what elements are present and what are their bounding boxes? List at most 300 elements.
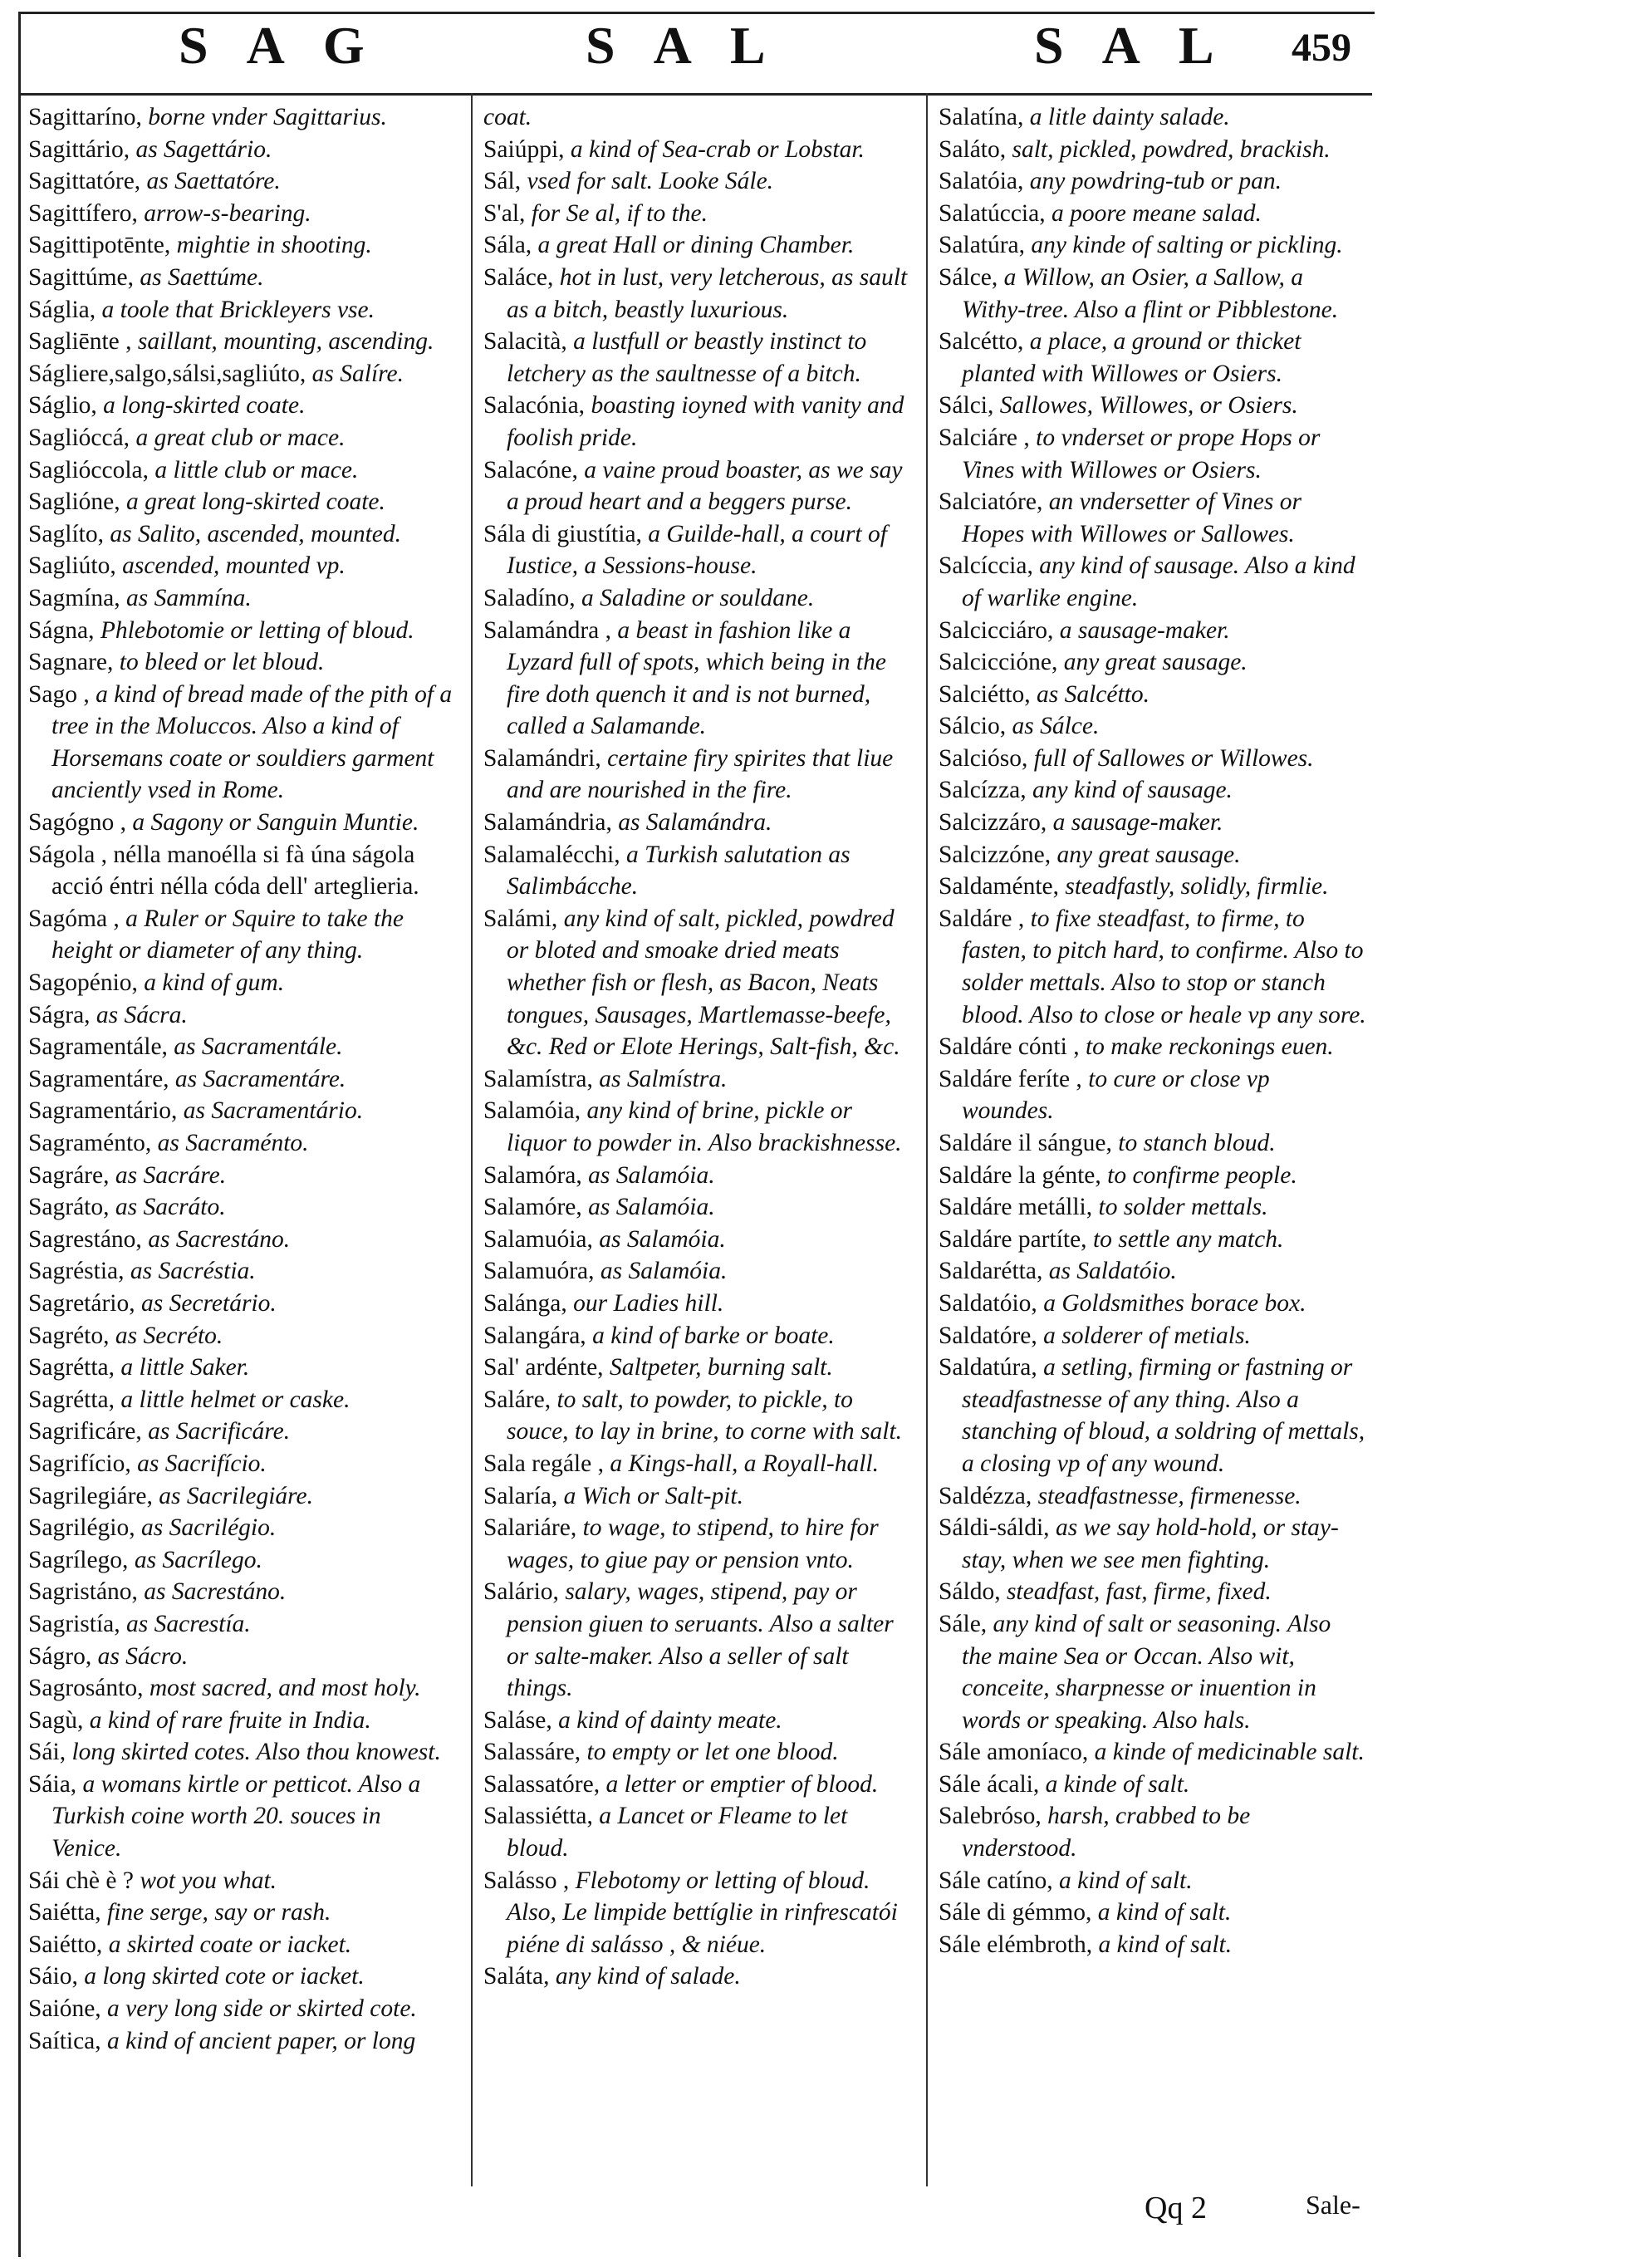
entry-headword: Saláse, [483, 1706, 552, 1734]
entry-headword: Ságliere,salgo,sálsi,sagliúto, [28, 360, 306, 387]
dictionary-entry [28, 615, 456, 647]
entry-definition: to fixe steadfast, to firme, to fasten, to pitch hard, to confirme. Also to solder mettals. Also to stop or stanch blood. Also to close or heale vp any sore. [962, 905, 1366, 1028]
entry-headword: Saldatúra, [939, 1354, 1037, 1381]
entry-definition: as we say hold-hold, or stay-stay, when we see men fighting. [962, 1514, 1339, 1573]
dictionary-entry [483, 839, 911, 903]
entry-headword: Saítica, [28, 2027, 101, 2054]
entry-definition: to salt, to powder, to pickle, to souce, to lay in brine, to corne with salt. [507, 1386, 903, 1445]
entry-headword: Sálci, [939, 392, 994, 420]
dictionary-entry [28, 1897, 456, 1929]
dictionary-entry [939, 101, 1366, 134]
entry-definition: to bleed or let bloud. [119, 649, 325, 676]
dictionary-entry [483, 1769, 911, 1801]
entry-definition: as Sacráre. [115, 1161, 227, 1189]
entry-headword: Ságola , nélla manoélla si fà úna ságola acció éntri nélla códa dell' arteglieria. [28, 841, 419, 900]
dictionary-entry [483, 1576, 911, 1704]
dictionary-entry [939, 1897, 1366, 1929]
entry-definition: as Sacrestáno. [148, 1225, 291, 1253]
entry-definition: to empty or let one blood. [586, 1739, 839, 1766]
dictionary-entry [483, 1320, 911, 1352]
dictionary-entry [28, 518, 456, 551]
dictionary-entry [28, 358, 456, 390]
dictionary-entry [483, 229, 911, 262]
dictionary-entry [28, 1288, 456, 1320]
entry-definition: as Sacréstia. [130, 1258, 256, 1285]
header-rule [18, 93, 1372, 96]
dictionary-entry [483, 1255, 911, 1288]
dictionary-entry [483, 390, 911, 454]
entry-headword: Salassatóre, [483, 1770, 601, 1798]
entry-headword: Sagittífero, [28, 199, 138, 227]
entry-headword: Salámi, [483, 905, 558, 932]
entry-definition: a litle dainty salade. [1029, 104, 1230, 130]
dictionary-entry [28, 550, 456, 582]
entry-definition: any kind of brine, pickle or liquor to powder in. Also brackishnesse. [507, 1097, 902, 1156]
entry-headword: Sáldo, [939, 1578, 1001, 1606]
entry-definition: vsed for salt. Looke Sále. [527, 168, 774, 195]
dictionary-entry [28, 1384, 456, 1416]
entry-headword: Sagrificáre, [28, 1418, 142, 1445]
entry-definition: any kind of salt or seasoning. Also the maine Sea or Occan. Also wit, conceite, sharpnesse or inuention in words or speaking. Also hals. [962, 1610, 1331, 1734]
entry-headword: Sagrílego, [28, 1546, 129, 1573]
entry-definition: a Guilde-hall, a court of Iustice, a Sessions-house. [507, 520, 887, 580]
entry-definition: salary, wages, stipend, pay or pension giuen to seruants. Also a salter or salte-maker. Also a seller of salt things. [507, 1578, 894, 1702]
entry-definition: a solderer of metials. [1043, 1322, 1251, 1349]
entry-headword: Salcicciáro, [939, 616, 1054, 644]
dictionary-entry [483, 1224, 911, 1256]
dictionary-entry [939, 871, 1366, 903]
dictionary-entry [28, 1352, 456, 1384]
entry-definition: a Ruler or Squire to take the height or diameter of any thing. [51, 905, 404, 964]
dictionary-entry [483, 1800, 911, 1864]
entry-headword: Sále elémbroth, [939, 1931, 1093, 1958]
header-left-word: SAG [179, 16, 403, 75]
entry-definition: a Goldsmithes borace box. [1043, 1289, 1306, 1317]
dictionary-entry [483, 1352, 911, 1384]
entry-definition: as Saettúme. [140, 263, 264, 291]
dictionary-entry [939, 903, 1366, 1031]
dictionary-entry [28, 229, 456, 262]
entry-definition: coat. [483, 104, 532, 130]
entry-definition: as Sacrifício. [137, 1450, 267, 1477]
entry-headword: Sálce, [939, 263, 998, 291]
entry-definition: steadfast, fast, firme, fixed. [1006, 1578, 1272, 1606]
entry-headword: Sagittúme, [28, 263, 135, 291]
dictionary-entry [28, 967, 456, 999]
entry-definition: full of Sallowes or Willowes. [1033, 744, 1314, 772]
entry-definition: a very long side or skirted cote. [107, 1995, 417, 2023]
entry-headword: Sagréstia, [28, 1258, 125, 1285]
dictionary-entry [939, 1063, 1366, 1127]
entry-headword: Saldáre la génte, [939, 1161, 1101, 1189]
dictionary-entry [28, 294, 456, 326]
entry-headword: Sái chè è ? [28, 1867, 134, 1894]
dictionary-entry [939, 1865, 1366, 1897]
entry-definition: a little helmet or caske. [120, 1386, 350, 1413]
entry-headword: Sáia, [28, 1770, 77, 1798]
dictionary-entry [939, 1288, 1366, 1320]
entry-headword: Saiúppi, [483, 135, 565, 163]
dictionary-entry [28, 2025, 456, 2058]
entry-definition: as Salamóia. [599, 1225, 726, 1253]
page-number: 459 [1292, 26, 1351, 70]
entry-definition: as Salíre. [311, 360, 404, 387]
dictionary-entry [483, 1384, 911, 1448]
entry-headword: Salamóre, [483, 1194, 582, 1221]
entry-definition: as Salmístra. [599, 1065, 728, 1092]
entry-headword: Ságna, [28, 616, 95, 644]
entry-definition: to confirme people. [1107, 1161, 1297, 1189]
entry-definition: a great club or mace. [135, 424, 346, 451]
dictionary-entry [939, 165, 1366, 198]
entry-definition: a place, a ground or thicket planted with Willowes or Osiers. [962, 328, 1302, 387]
dictionary-entry [28, 1224, 456, 1256]
dictionary-entry [483, 1095, 911, 1159]
entry-headword: Saldáre , [939, 905, 1025, 932]
dictionary-entry [939, 646, 1366, 679]
entry-headword: Sagliúto, [28, 552, 116, 580]
dictionary-entry [939, 1352, 1366, 1479]
entry-definition: to wage, to stipend, to hire for wages, to giue pay or pension vnto. [507, 1514, 879, 1573]
dictionary-entry [483, 1865, 911, 1961]
entry-definition: as Sálce. [1012, 713, 1100, 740]
dictionary-entry [939, 134, 1366, 166]
dictionary-entry [483, 903, 911, 1063]
entry-definition: as Secretário. [140, 1289, 277, 1317]
entry-definition: a Kings-hall, a Royall-hall. [610, 1450, 880, 1477]
entry-headword: Salamístra, [483, 1065, 593, 1092]
dictionary-entry [939, 679, 1366, 711]
dictionary-entry [28, 903, 456, 967]
entry-headword: Saldézza, [939, 1482, 1032, 1509]
entry-definition: wot you what. [140, 1867, 277, 1894]
entry-headword: Saglíto, [28, 520, 104, 547]
entry-headword: Salacónia, [483, 392, 586, 420]
dictionary-entry [483, 165, 911, 198]
dictionary-entry [939, 550, 1366, 614]
dictionary-entry [28, 1416, 456, 1448]
entry-definition: as Sacramentáre. [174, 1065, 346, 1092]
entry-headword: Salatúra, [939, 232, 1026, 259]
dictionary-entry [28, 262, 456, 294]
entry-definition: long skirted cotes. Also thou knowest. [71, 1739, 441, 1766]
entry-definition: our Ladies hill. [573, 1289, 724, 1317]
entry-headword: Saldáre cónti , [939, 1033, 1080, 1061]
entry-headword: Saldáre il sángue, [939, 1130, 1112, 1156]
dictionary-entry [939, 1480, 1366, 1513]
dictionary-entry [483, 326, 911, 390]
entry-headword: Sagrestáno, [28, 1225, 142, 1253]
entry-headword: Salcizzóne, [939, 841, 1051, 868]
entry-definition: hot in lust, very letcherous, as sault as a bitch, beastly luxurious. [507, 263, 908, 323]
entry-definition: any kind of salt, pickled, powdred or bloted and smoake dried meats whether fish or flesh, as Bacon, Neats tongues, Sausages, Martlemasse-beefe, &c. Red or Elote Herings, Salt-fish, &c. [507, 905, 900, 1061]
entry-headword: Sále, [939, 1610, 988, 1637]
entry-headword: Sagittatóre, [28, 168, 141, 195]
dictionary-entry [28, 1191, 456, 1224]
entry-headword: Sagrilégio, [28, 1514, 135, 1542]
dictionary-entry [28, 1736, 456, 1769]
entry-headword: Sál, [483, 168, 522, 195]
dictionary-entry [28, 1960, 456, 1993]
entry-definition: to vnderset or prope Hops or Vines with Willowes or Osiers. [962, 424, 1321, 483]
entry-definition: as Sacrestía. [126, 1610, 251, 1637]
dictionary-entry [483, 1063, 911, 1096]
dictionary-entry [483, 101, 911, 134]
entry-definition: to settle any match. [1092, 1225, 1284, 1253]
entry-headword: Sal' ardénte, [483, 1354, 604, 1381]
dictionary-entry [939, 710, 1366, 743]
entry-definition: a beast in fashion like a Lyzard full of spots, which being in the fire doth quench it and is not burned, called a Salamande. [507, 616, 886, 740]
dictionary-entry [28, 454, 456, 487]
entry-headword: Sagrifício, [28, 1450, 131, 1477]
entry-definition: as Secréto. [115, 1322, 223, 1349]
entry-definition: any kinde of salting or pickling. [1031, 232, 1343, 259]
dictionary-entry [28, 646, 456, 679]
entry-definition: a poore meane salad. [1051, 199, 1262, 227]
entry-definition: steadfastly, solidly, firmlie. [1065, 873, 1329, 900]
entry-definition: a kind of Sea-crab or Lobstar. [570, 135, 865, 163]
entry-headword: Saláto, [939, 135, 1007, 163]
entry-definition: as Saettatóre. [146, 168, 281, 195]
dictionary-entry [28, 1993, 456, 2025]
entry-definition: as Sammína. [126, 584, 252, 611]
entry-headword: Salciétto, [939, 680, 1031, 708]
dictionary-entry [28, 1320, 456, 1352]
entry-definition: to solder mettals. [1098, 1194, 1268, 1221]
entry-headword: Ságro, [28, 1642, 92, 1670]
entry-definition: as Sácro. [97, 1642, 189, 1670]
entry-headword: Salamándra , [483, 616, 611, 644]
entry-definition: a kind of salt. [1098, 1931, 1233, 1958]
entry-definition: a kind of gum. [144, 969, 285, 997]
entry-definition: a kind of barke or boate. [592, 1322, 835, 1349]
dictionary-entry [28, 1865, 456, 1897]
entry-headword: Salamuóra, [483, 1258, 595, 1285]
entry-definition: a kinde of medicinable salt. [1094, 1739, 1365, 1766]
dictionary-entry [939, 262, 1366, 326]
dictionary-entry [483, 1512, 911, 1576]
entry-definition: a kind of ancient paper, or long [107, 2027, 416, 2054]
dictionary-entry [939, 1224, 1366, 1256]
dictionary-column-1 [28, 101, 456, 2057]
dictionary-entry [939, 229, 1366, 262]
entry-definition: any kind of sausage. [1032, 777, 1233, 804]
entry-headword: Saldáre partíte, [939, 1225, 1087, 1253]
entry-headword: Sále amoníaco, [939, 1739, 1089, 1766]
entry-headword: Ságlia, [28, 296, 96, 323]
entry-headword: Sále di gémmo, [939, 1899, 1092, 1926]
entry-headword: Sále ácali, [939, 1770, 1040, 1798]
entry-definition: a little Saker. [120, 1354, 250, 1381]
entry-headword: Sagóma , [28, 905, 120, 932]
dictionary-entry [28, 101, 456, 134]
signature-mark: Qq 2 [1145, 2191, 1207, 2225]
entry-definition: harsh, crabbed to be vnderstood. [962, 1803, 1251, 1862]
dictionary-entry [28, 1160, 456, 1192]
column-rule-2 [926, 93, 928, 2186]
dictionary-entry [483, 1288, 911, 1320]
entry-definition: a lustfull or beastly instinct to letchery as the saultnesse of a bitch. [507, 328, 867, 387]
entry-headword: Sále catíno, [939, 1867, 1053, 1894]
entry-headword: Salcióso, [939, 744, 1028, 772]
entry-headword: Salamóia, [483, 1097, 581, 1125]
entry-headword: Sagnare, [28, 649, 114, 676]
entry-headword: Salacità, [483, 328, 567, 356]
entry-headword: Salassáre, [483, 1739, 581, 1766]
dictionary-entry [28, 326, 456, 358]
dictionary-entry [939, 422, 1366, 486]
entry-definition: Saltpeter, burning salt. [609, 1354, 833, 1381]
entry-headword: Salatína, [939, 104, 1024, 130]
entry-headword: Salangára, [483, 1322, 586, 1349]
entry-headword: Sagógno , [28, 809, 126, 837]
dictionary-entry [28, 807, 456, 839]
entry-definition: a toole that Brickleyers vse. [101, 296, 375, 323]
dictionary-entry [939, 486, 1366, 550]
dictionary-entry [28, 1608, 456, 1641]
entry-definition: as Sacramentário. [183, 1097, 364, 1125]
entry-definition: borne vnder Sagittarius. [148, 104, 387, 130]
entry-headword: Saldaménte, [939, 873, 1059, 900]
entry-headword: Salamándria, [483, 809, 612, 837]
entry-headword: Sagittipotēnte, [28, 232, 171, 259]
entry-definition: to stanch bloud. [1118, 1130, 1276, 1156]
entry-definition: as Saldatóio. [1048, 1258, 1177, 1285]
entry-definition: a Lancet or Fleame to let bloud. [507, 1803, 848, 1862]
dictionary-entry [483, 1160, 911, 1192]
dictionary-entry [28, 1641, 456, 1673]
dictionary-entry [939, 1800, 1366, 1864]
entry-definition: any powdring-tub or pan. [1029, 168, 1282, 195]
entry-definition: to cure or close vp woundes. [962, 1065, 1270, 1125]
entry-headword: Saióne, [28, 1995, 101, 2023]
entry-headword: Saladíno, [483, 584, 576, 611]
entry-headword: Salcicciόne, [939, 649, 1058, 676]
dictionary-entry [28, 1127, 456, 1160]
entry-definition: a kind of salt. [1097, 1899, 1232, 1926]
dictionary-entry [28, 582, 456, 615]
dictionary-entry [28, 1031, 456, 1063]
entry-definition: ascended, mounted vp. [122, 552, 346, 580]
entry-definition: a setling, firming or fastning or steadfastnesse of any thing. Also a stanching of bloud, a soldring of mettals, a closing vp of any wound. [962, 1354, 1365, 1477]
entry-headword: Salamóra, [483, 1161, 582, 1189]
entry-headword: Sagrétta, [28, 1354, 115, 1381]
dictionary-entry [483, 134, 911, 166]
dictionary-column-3 [939, 101, 1366, 1960]
dictionary-entry [483, 262, 911, 326]
entry-headword: Sala regále , [483, 1450, 604, 1477]
entry-definition: a Turkish salutation as Salimbácche. [507, 841, 851, 900]
entry-headword: Salebróso, [939, 1803, 1042, 1830]
dictionary-entry [28, 1672, 456, 1705]
entry-headword: Ságra, [28, 1001, 91, 1028]
entry-headword: Sagrétta, [28, 1386, 115, 1413]
entry-headword: Saláce, [483, 263, 554, 291]
entry-definition: certaine firy spirites that liue and are nourished in the fire. [507, 744, 894, 804]
entry-headword: Saldáre metálli, [939, 1194, 1093, 1221]
entry-headword: Saglióccá, [28, 424, 130, 451]
dictionary-entry [939, 198, 1366, 230]
entry-headword: Sagramentário, [28, 1097, 178, 1125]
entry-definition: as Salamóia. [600, 1258, 728, 1285]
entry-definition: a kinde of salt. [1045, 1770, 1190, 1798]
entry-headword: Salatúccia, [939, 199, 1046, 227]
entry-definition: a little club or mace. [154, 456, 359, 483]
entry-definition: any kind of sausage. Also a kind of warlike engine. [962, 552, 1355, 611]
entry-headword: Salassiétta, [483, 1803, 593, 1830]
entry-headword: Sagrosánto, [28, 1675, 144, 1702]
dictionary-entry [483, 518, 911, 582]
entry-headword: Sagliēnte , [28, 328, 132, 356]
entry-headword: Sagréto, [28, 1322, 110, 1349]
dictionary-entry [28, 999, 456, 1032]
entry-headword: Salcízza, [939, 777, 1027, 804]
dictionary-entry [939, 1160, 1366, 1192]
entry-headword: Sagretário, [28, 1289, 135, 1317]
entry-headword: Saláre, [483, 1386, 551, 1413]
entry-headword: Salaría, [483, 1482, 558, 1509]
dictionary-entry [939, 1191, 1366, 1224]
entry-definition: a womans kirtle or petticot. Also a Turkish coine worth 20. souces in Venice. [51, 1770, 421, 1862]
entry-headword: Salánga, [483, 1289, 567, 1317]
entry-headword: Saiétto, [28, 1931, 103, 1958]
entry-definition: as Salamándra. [618, 809, 772, 837]
dictionary-entry [483, 1448, 911, 1480]
entry-headword: Sála, [483, 232, 532, 259]
dictionary-entry [28, 1480, 456, 1513]
dictionary-entry [483, 743, 911, 807]
entry-definition: Phlebotomie or letting of bloud. [100, 616, 414, 644]
entry-headword: Sagramentále, [28, 1033, 168, 1061]
entry-headword: Saldáre feríte , [939, 1065, 1082, 1092]
entry-headword: Sagittário, [28, 135, 130, 163]
entry-definition: as Salamóia. [588, 1194, 715, 1221]
dictionary-entry [939, 1255, 1366, 1288]
dictionary-entry [939, 1127, 1366, 1160]
entry-definition: a great long-skirted coate. [126, 488, 385, 516]
dictionary-entry [28, 1255, 456, 1288]
entry-definition: a kind of bread made of the pith of a tree in the Moluccos. Also a kind of Horsemans coate or souldiers garment anciently vsed in Rome. [51, 680, 453, 804]
entry-definition: a Wich or Salt-pit. [563, 1482, 743, 1509]
entry-headword: Saldatóre, [939, 1322, 1037, 1349]
dictionary-entry [483, 807, 911, 839]
entry-headword: Saglióccola, [28, 456, 149, 483]
entry-headword: Salacóne, [483, 456, 578, 483]
entry-headword: Sáio, [28, 1963, 78, 1990]
entry-headword: Salcíccia, [939, 552, 1033, 580]
entry-definition: an vndersetter of Vines or Hopes with Willowes or Sallowes. [962, 488, 1302, 547]
entry-definition: arrow-s-bearing. [144, 199, 311, 227]
dictionary-entry [28, 390, 456, 422]
entry-definition: a sausage-maker. [1052, 809, 1223, 837]
entry-headword: Salamándri, [483, 744, 601, 772]
entry-headword: Sálcio, [939, 713, 1007, 740]
dictionary-entry [939, 1512, 1366, 1576]
dictionary-entry [28, 1769, 456, 1865]
entry-headword: S'al, [483, 199, 526, 227]
entry-definition: a long skirted cote or iacket. [84, 1963, 365, 1990]
entry-headword: Sagristía, [28, 1610, 120, 1637]
entry-headword: Sagráre, [28, 1161, 110, 1189]
entry-definition: most sacred, and most holy. [149, 1675, 421, 1702]
dictionary-entry [939, 807, 1366, 839]
entry-definition: steadfastnesse, firmenesse. [1037, 1482, 1302, 1509]
entry-definition: any kind of salade. [555, 1963, 741, 1990]
dictionary-entry [483, 1191, 911, 1224]
dictionary-entry [939, 1320, 1366, 1352]
catchword: Sale- [1306, 2190, 1360, 2220]
entry-headword: Ságlio, [28, 392, 97, 420]
